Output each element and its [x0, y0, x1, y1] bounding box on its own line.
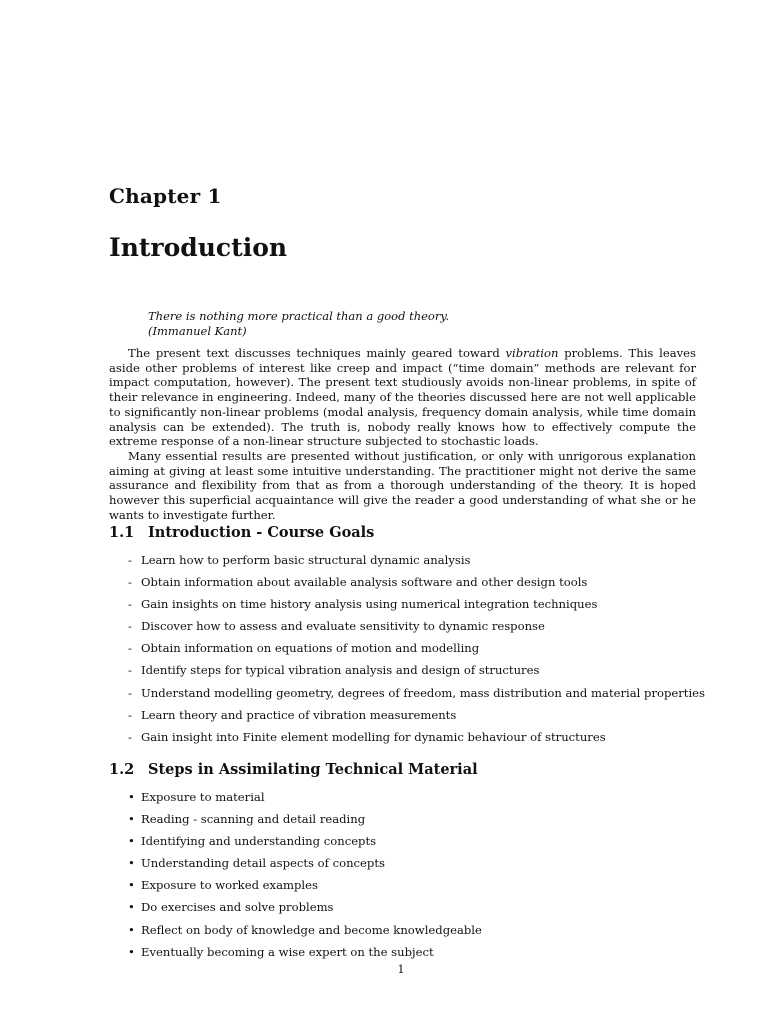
list-item-text: Reflect on body of knowledge and become knowledgeable [141, 922, 482, 937]
dash-marker: - [128, 685, 132, 700]
epigraph-quote: There is nothing more practical than a good theory. [148, 309, 449, 323]
list-item [128, 729, 705, 751]
list-item [128, 855, 482, 877]
list-item-text: Obtain information about available analysis software and other design tools [141, 575, 588, 590]
list-item-text: Exposure to worked examples [141, 878, 318, 893]
bullet-marker: • [128, 790, 135, 804]
intro-body [109, 346, 696, 522]
bullet-marker: • [128, 878, 135, 893]
dash-marker: - [128, 597, 132, 612]
list-item [128, 707, 705, 729]
list-item [128, 618, 705, 640]
list-item-text: Discover how to assess and evaluate sensitivity to dynamic response [141, 619, 545, 634]
bullet-marker: • [128, 922, 135, 937]
paragraph: Many essential results are presented without justification, or only with unrigorous explanation aiming at giving at least some intuitive understanding. The practitioner might not derive the same assurance and flexibility from that as from a thorough understanding of the theory. It is hoped however this superficial acquaintance will give the reader a good understanding of what she or he wants to investigate further. [109, 448, 696, 522]
list-item-text: Do exercises and solve problems [141, 900, 334, 915]
dash-marker: - [128, 707, 132, 722]
section-title: Steps in Assimilating Technical Material [148, 761, 478, 778]
list-item-text: Gain insights on time history analysis using numerical integration techniques [141, 597, 598, 612]
assimilation-steps-list [128, 789, 482, 966]
section-number: 1.2 [109, 761, 135, 778]
bullet-marker: • [128, 944, 135, 959]
list-item-text: Reading - scanning and detail reading [141, 812, 366, 827]
list-item-text: Understand modelling geometry, degrees of freedom, mass distribution and material properties [141, 685, 705, 700]
list-item-text: Exposure to material [141, 790, 265, 804]
bullet-marker: • [128, 812, 135, 827]
bullet-marker: • [128, 856, 135, 871]
list-item-text: Identifying and understanding concepts [141, 834, 377, 849]
list-item [128, 922, 482, 944]
list-item-text: Eventually becoming a wise expert on the subject [141, 944, 434, 959]
chapter-label: Chapter 1 [109, 184, 222, 208]
list-item [128, 596, 705, 618]
list-item [128, 685, 705, 707]
list-item [128, 640, 705, 662]
list-item-text: Understanding detail aspects of concepts [141, 856, 385, 871]
course-goals-list [128, 552, 705, 751]
list-item-text: Learn theory and practice of vibration measurements [141, 707, 457, 722]
section-number: 1.1 [109, 524, 135, 541]
list-item-text: Gain insight into Finite element modelling for dynamic behaviour of structures [141, 729, 606, 744]
emphasis-text: vibration [505, 346, 559, 360]
list-item [128, 574, 705, 596]
epigraph [148, 309, 449, 339]
page-number: 1 [397, 963, 405, 976]
bullet-marker: • [128, 834, 135, 849]
dash-marker: - [128, 619, 132, 634]
section-title: Introduction - Course Goals [148, 524, 375, 541]
list-item [128, 789, 482, 811]
chapter-title: Introduction [109, 233, 288, 262]
section-heading-1-2 [109, 761, 478, 778]
list-item-text: Obtain information on equations of motion and modelling [141, 641, 480, 656]
list-item [128, 833, 482, 855]
epigraph-author: (Immanuel Kant) [148, 324, 247, 338]
list-item [128, 811, 482, 833]
section-heading-1-1 [109, 524, 374, 541]
list-item [128, 552, 705, 574]
list-item-text: Identify steps for typical vibration analysis and design of structures [141, 663, 540, 678]
dash-marker: - [128, 575, 132, 590]
list-item-text: Learn how to perform basic structural dynamic analysis [141, 553, 471, 567]
paragraph: The present text discusses techniques mainly geared toward vibration problems. This leaves aside other problems of interest like creep and impact (“time domain” methods are relevant for impact computation, however). The present text studiously avoids non-linear problems, in spite of their relevance in engineering. Indeed, many of the theories discussed here are not well applicable to significantly non-linear problems (modal analysis, frequency domain analysis, while time domain analysis can be extended). The truth is, nobody really knows how to effectively compute the extreme response of a non-linear structure subjected to stochastic loads. [109, 346, 696, 449]
dash-marker: - [128, 729, 132, 744]
dash-marker: - [128, 663, 132, 678]
list-item [128, 899, 482, 921]
dash-marker: - [128, 553, 132, 567]
list-item [128, 877, 482, 899]
dash-marker: - [128, 641, 132, 656]
bullet-marker: • [128, 900, 135, 915]
list-item [128, 662, 705, 684]
